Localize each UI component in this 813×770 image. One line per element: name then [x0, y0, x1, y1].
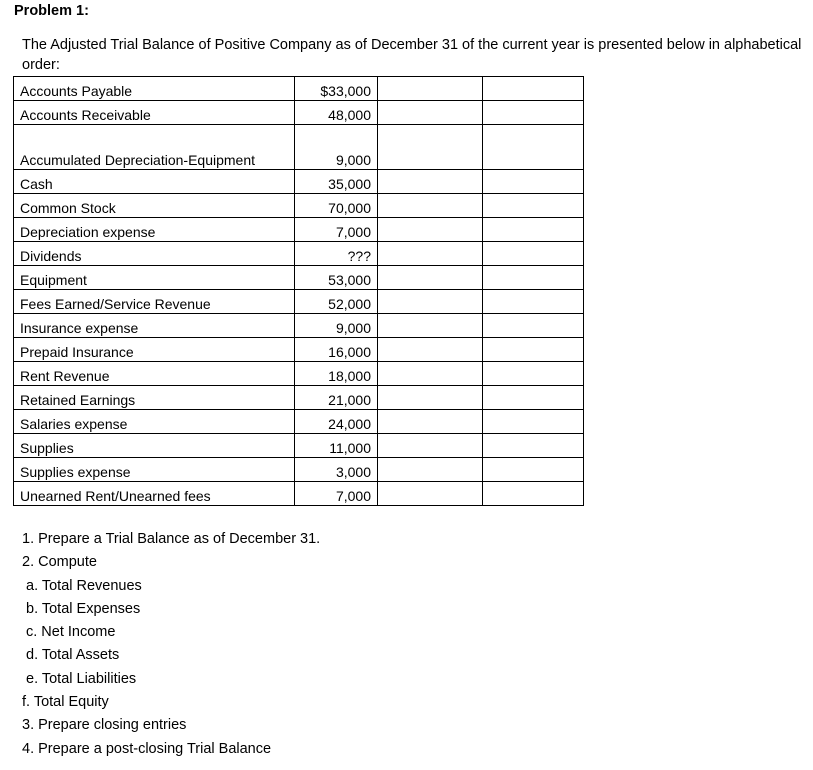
empty-cell	[378, 314, 483, 338]
table-row	[14, 101, 584, 125]
account-name: Rent Revenue	[14, 362, 295, 386]
account-amount: 48,000	[295, 101, 378, 125]
table-row	[14, 125, 584, 170]
empty-cell	[483, 434, 584, 458]
account-name: Accumulated Depreciation-Equipment	[14, 125, 295, 170]
table-row	[14, 290, 584, 314]
empty-cell	[378, 218, 483, 242]
empty-cell	[483, 125, 584, 170]
task-item: d. Total Assets	[26, 647, 120, 664]
account-name: Salaries expense	[14, 410, 295, 434]
empty-cell	[378, 194, 483, 218]
account-amount: 21,000	[295, 386, 378, 410]
intro-paragraph: The Adjusted Trial Balance of Positive Company as of December 31 of the current year is presented below in alphabetical order:	[22, 37, 802, 73]
empty-cell	[378, 125, 483, 170]
empty-cell	[378, 101, 483, 125]
account-name: Dividends	[14, 242, 295, 266]
empty-cell	[483, 218, 584, 242]
account-name: Unearned Rent/Unearned fees	[14, 482, 295, 506]
table-row	[14, 218, 584, 242]
account-amount: 16,000	[295, 338, 378, 362]
account-name: Cash	[14, 170, 295, 194]
problem-title: Problem 1:	[14, 3, 89, 19]
empty-cell	[378, 434, 483, 458]
table-row	[14, 266, 584, 290]
empty-cell	[378, 77, 483, 101]
task-item: c. Net Income	[26, 624, 116, 641]
account-amount: 9,000	[295, 314, 378, 338]
empty-cell	[378, 386, 483, 410]
empty-cell	[483, 362, 584, 386]
account-amount: 24,000	[295, 410, 378, 434]
table-row	[14, 458, 584, 482]
empty-cell	[378, 410, 483, 434]
account-amount: 11,000	[295, 434, 378, 458]
task-item: e. Total Liabilities	[26, 670, 137, 687]
account-name: Accounts Payable	[14, 77, 295, 101]
empty-cell	[483, 101, 584, 125]
task-item: a. Total Revenues	[26, 577, 142, 594]
account-name: Common Stock	[14, 194, 295, 218]
account-amount: 7,000	[295, 482, 378, 506]
account-amount: 35,000	[295, 170, 378, 194]
account-name: Depreciation expense	[14, 218, 295, 242]
empty-cell	[483, 194, 584, 218]
table-row	[14, 338, 584, 362]
task-item: b. Total Expenses	[26, 600, 141, 617]
task-item: 3. Prepare closing entries	[22, 717, 187, 734]
empty-cell	[483, 266, 584, 290]
task-item: 1. Prepare a Trial Balance as of December 31.	[22, 531, 321, 547]
task-item: 4. Prepare a post-closing Trial Balance	[22, 740, 272, 757]
account-amount: 70,000	[295, 194, 378, 218]
empty-cell	[483, 338, 584, 362]
empty-cell	[483, 314, 584, 338]
task-item: f. Total Equity	[22, 694, 109, 711]
empty-cell	[378, 338, 483, 362]
empty-cell	[378, 242, 483, 266]
adjusted-trial-balance-table	[13, 76, 584, 506]
account-name: Retained Earnings	[14, 386, 295, 410]
account-amount: ???	[295, 242, 378, 266]
empty-cell	[378, 362, 483, 386]
table-row	[14, 434, 584, 458]
empty-cell	[483, 77, 584, 101]
account-name: Accounts Receivable	[14, 101, 295, 125]
table-row	[14, 77, 584, 101]
account-name: Supplies	[14, 434, 295, 458]
account-name: Supplies expense	[14, 458, 295, 482]
empty-cell	[483, 386, 584, 410]
empty-cell	[483, 458, 584, 482]
empty-cell	[483, 410, 584, 434]
empty-cell	[483, 170, 584, 194]
empty-cell	[483, 242, 584, 266]
account-amount: 18,000	[295, 362, 378, 386]
empty-cell	[378, 266, 483, 290]
empty-cell	[378, 482, 483, 506]
account-amount: 3,000	[295, 458, 378, 482]
account-amount: 7,000	[295, 218, 378, 242]
empty-cell	[483, 290, 584, 314]
account-amount: 52,000	[295, 290, 378, 314]
table-row	[14, 386, 584, 410]
account-amount: 9,000	[295, 125, 378, 170]
account-amount: 53,000	[295, 266, 378, 290]
account-amount: $33,000	[295, 77, 378, 101]
table-row	[14, 482, 584, 506]
table-row	[14, 170, 584, 194]
table-row	[14, 194, 584, 218]
empty-cell	[378, 458, 483, 482]
empty-cell	[378, 290, 483, 314]
empty-cell	[483, 482, 584, 506]
table-row	[14, 362, 584, 386]
task-list	[22, 528, 320, 761]
account-name: Equipment	[14, 266, 295, 290]
account-name: Fees Earned/Service Revenue	[14, 290, 295, 314]
table-row	[14, 314, 584, 338]
table-row	[14, 242, 584, 266]
table-row	[14, 410, 584, 434]
account-name: Prepaid Insurance	[14, 338, 295, 362]
empty-cell	[378, 170, 483, 194]
account-name: Insurance expense	[14, 314, 295, 338]
task-item: 2. Compute	[22, 554, 97, 571]
